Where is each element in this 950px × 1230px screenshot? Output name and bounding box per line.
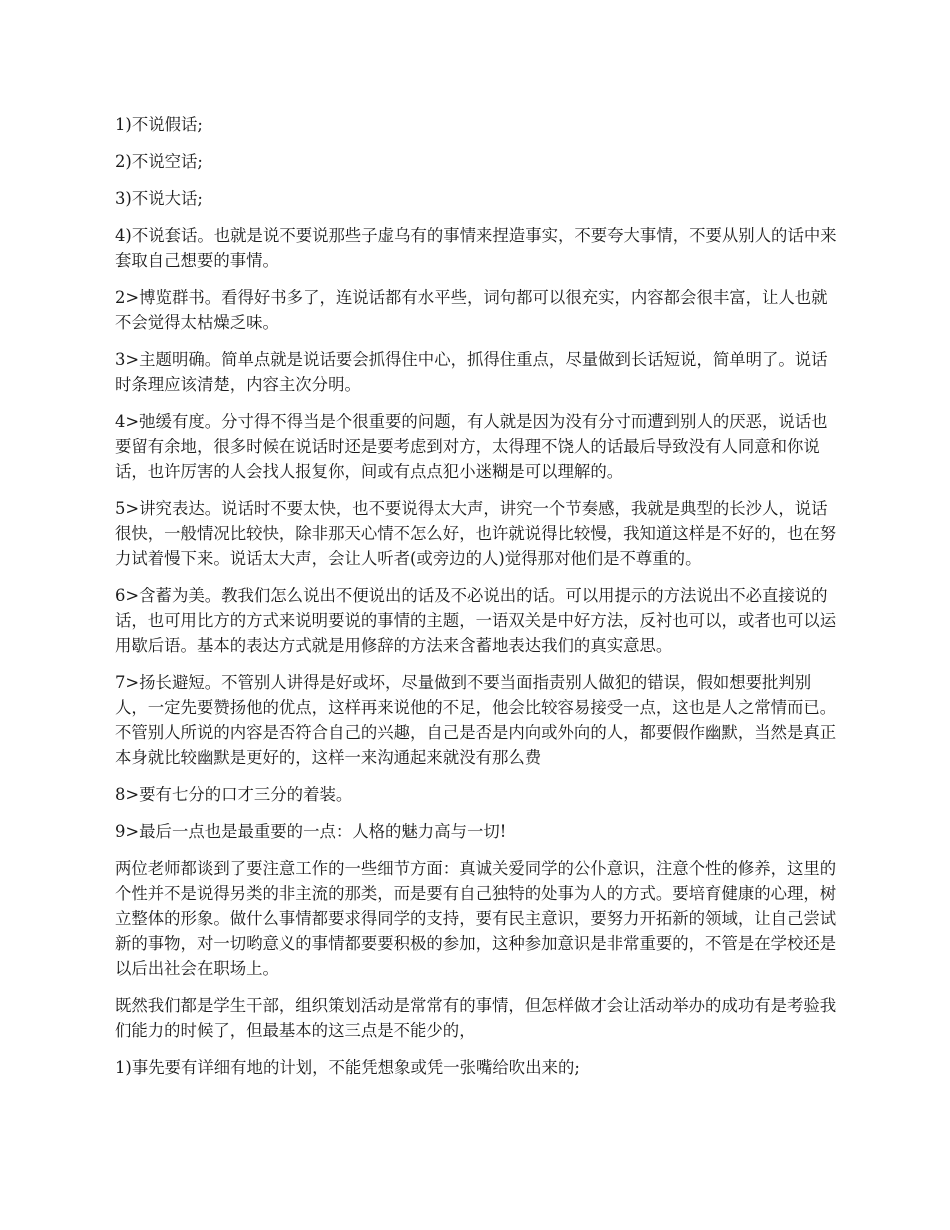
paragraph-subtlety: 6>含蓄为美。教我们怎么说出不便说出的话及不必说出的话。可以用提示的方法说出不必直接说的话，也可用比方的方式来说明要说的事情的主题，一语双关是中好方法，反衬也可以，或者也可以运用歇后语。基本的表达方式就是用修辞的方法来含蓄地表达我们的真实意思。: [115, 586, 837, 655]
list-item-no-boasting: 3)不说大话;: [115, 189, 203, 208]
paragraph-teachers-details: 两位老师都谈到了要注意工作的一些细节方面：真诚关爱同学的公仆意识，注意个性的修养，这里的个性并不是说得另类的非主流的那类，而是要有自己独特的处事为人的方式。要培育健康的心理，树立整体的形象。做什么事情都要求得同学的支持，要有民主意识，要努力开拓新的领域，让自己尝试新的事物，对一切哟意义的事情都要要积极的参加，这种参加意识是非常重要的，不管是在学校还是以后出社会在职场上。: [115, 859, 837, 978]
paragraph-read-widely: 2>博览群书。看得好书多了，连说话都有水平些，词句都可以很充实，内容都会很丰富，让人也就不会觉得太枯燥乏味。: [115, 288, 828, 332]
paragraph-strengths: 7>扬长避短。不管别人讲得是好或坏，尽量做到不要当面指责别人做犯的错误，假如想要批判别人，一定先要赞扬他的优点，这样再来说他的不足，他会比较容易接受一点，这也是人之常情而已。不管别人所说的内容是否符合自己的兴趣，自己是否是内向或外向的人，都要假作幽默，当然是真正本身就比较幽默是更好的，这样一来沟通起来就没有那么费: [115, 673, 837, 767]
paragraph-student-leaders: 既然我们都是学生干部，组织策划活动是常常有的事情，但怎样做才会让活动举办的成功有是考验我们能力的时候了，但最基本的这三点是不能少的，: [115, 996, 837, 1040]
paragraph-eloquence-attire: 8>要有七分的口才三分的着装。: [115, 785, 353, 804]
paragraph-clear-theme: 3>主题明确。简单点就是说话要会抓得住中心，抓得住重点，尽量做到长话短说，简单明了。说话时条理应该清楚，内容主次分明。: [115, 350, 828, 394]
list-item-no-cliches: 4)不说套话。也就是说不要说那些子虚乌有的事情来捏造事实，不要夸大事情，不要从别人的话中来套取自己想要的事情。: [115, 226, 837, 270]
paragraph-personality: 9>最后一点也是最重要的一点：人格的魅力高与一切!: [115, 822, 507, 841]
paragraph-expression: 5>讲究表达。说话时不要太快，也不要说得太大声，讲究一个节奏感，我就是典型的长沙人，说话很快，一般情况比较快，除非那天心情不怎么好，也许就说得比较慢，我知道这样是不好的，也在努力试着慢下来。说话太大声，会让人听者(或旁边的人)觉得那对他们是不尊重的。: [115, 499, 837, 568]
document-body: [115, 112, 843, 1092]
paragraph-moderation: 4>弛缓有度。分寸得不得当是个很重要的问题，有人就是因为没有分寸而遭到别人的厌恶，说话也要留有余地，很多时候在说话时还是要考虑到对方，太得理不饶人的话最后导致没有人同意和你说话，也许厉害的人会找人报复你，间或有点点犯小迷糊是可以理解的。: [115, 412, 828, 481]
list-item-no-empty-talk: 2)不说空话;: [115, 152, 203, 171]
list-item-no-lies: 1)不说假话;: [115, 115, 203, 134]
list-item-detailed-plan: 1)事先要有详细有地的计划，不能凭想象或凭一张嘴给吹出来的;: [115, 1058, 580, 1077]
